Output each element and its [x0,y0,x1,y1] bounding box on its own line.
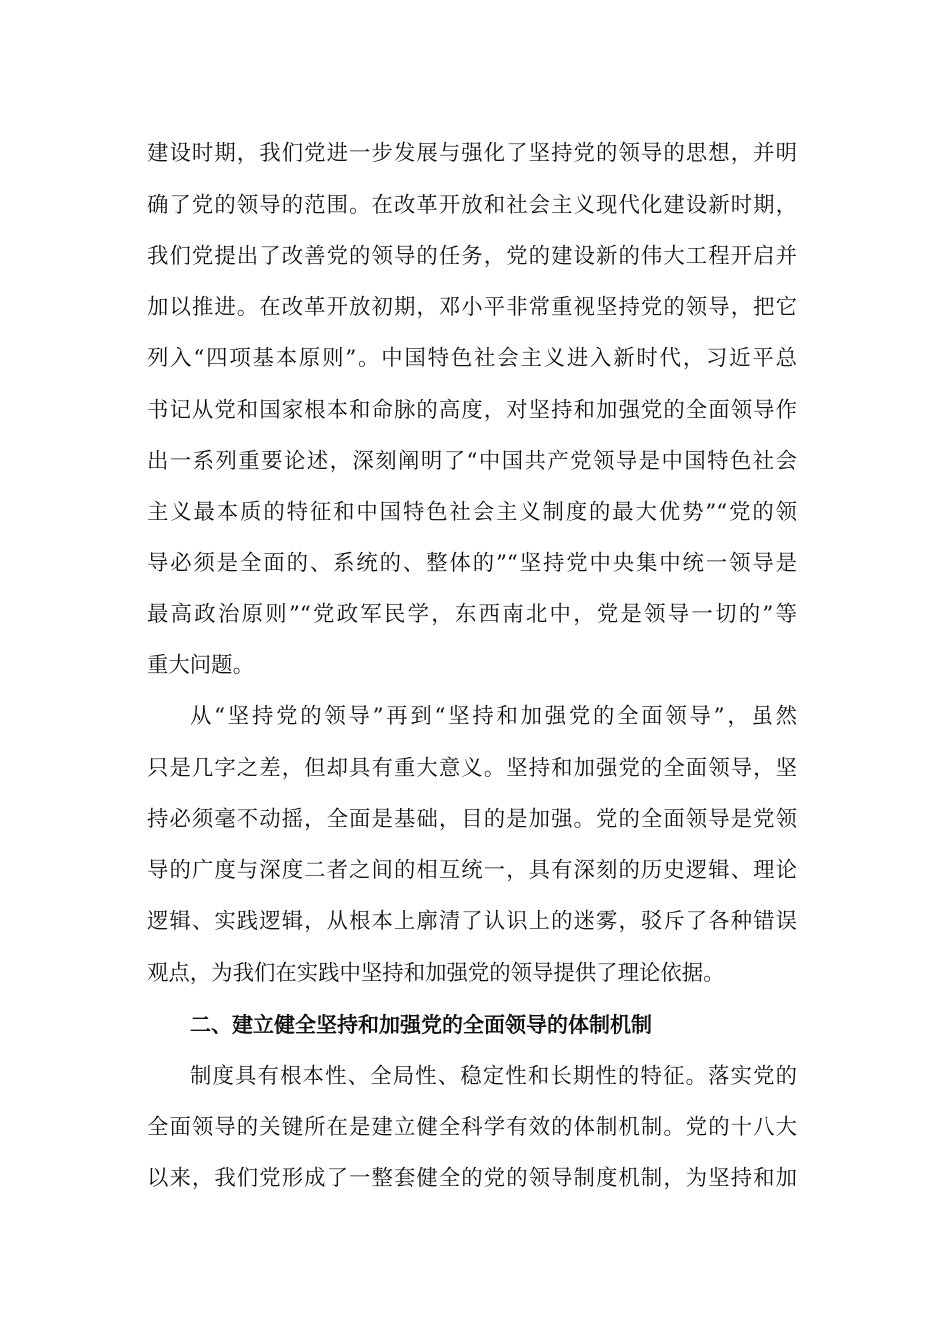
text-line: 制度具有根本性、全局性、稳定性和长期性的特征。落实党的 [190,1064,797,1089]
text-line: 观点，为我们在实践中坚持和加强党的领导提供了理论依据。 [147,961,725,986]
text-line: 建设时期，我们党进一步发展与强化了坚持党的领导的思想，并明 [147,141,797,166]
text-line: 导的广度与深度二者之间的相互统一，具有深刻的历史逻辑、理论 [147,858,797,883]
text-line: 最高政治原则”“党政军民学，东西南北中，党是领导一切的”等 [147,602,797,627]
text-line: 加以推进。在改革开放初期，邓小平非常重视坚持党的领导，把它 [147,295,797,320]
text-line: 出一系列重要论述，深刻阐明了“中国共产党领导是中国特色社会 [147,449,797,474]
text-line: 从“坚持党的领导”再到“坚持和加强党的全面领导”，虽然 [190,704,797,729]
text-line: 重大问题。 [147,653,254,678]
text-line: 持必须毫不动摇，全面是基础，目的是加强。党的全面领导是党领 [147,807,797,832]
text-line: 逻辑、实践逻辑，从根本上廓清了认识上的迷雾，驳斥了各种错误 [147,909,797,934]
text-line: 书记从党和国家根本和命脉的高度，对坚持和加强党的全面领导作 [147,398,797,423]
text-line: 以来，我们党形成了一整套健全的党的领导制度机制，为坚持和加 [147,1166,797,1191]
text-line: 我们党提出了改善党的领导的任务，党的建设新的伟大工程开启并 [147,244,797,269]
text-line: 导必须是全面的、系统的、整体的”“坚持党中央集中统一领导是 [147,551,797,576]
text-line: 只是几字之差，但却具有重大意义。坚持和加强党的全面领导，坚 [147,756,797,781]
text-line: 主义最本质的特征和中国特色社会主义制度的最大优势”“党的领 [147,500,797,525]
section-heading: 二、建立健全坚持和加强党的全面领导的体制机制 [190,1013,652,1037]
text-line: 全面领导的关键所在是建立健全科学有效的体制机制。党的十八大 [147,1115,797,1140]
text-line: 确了党的领导的范围。在改革开放和社会主义现代化建设新时期， [147,193,797,218]
text-line: 列入“四项基本原则”。中国特色社会主义进入新时代，习近平总 [147,346,797,371]
